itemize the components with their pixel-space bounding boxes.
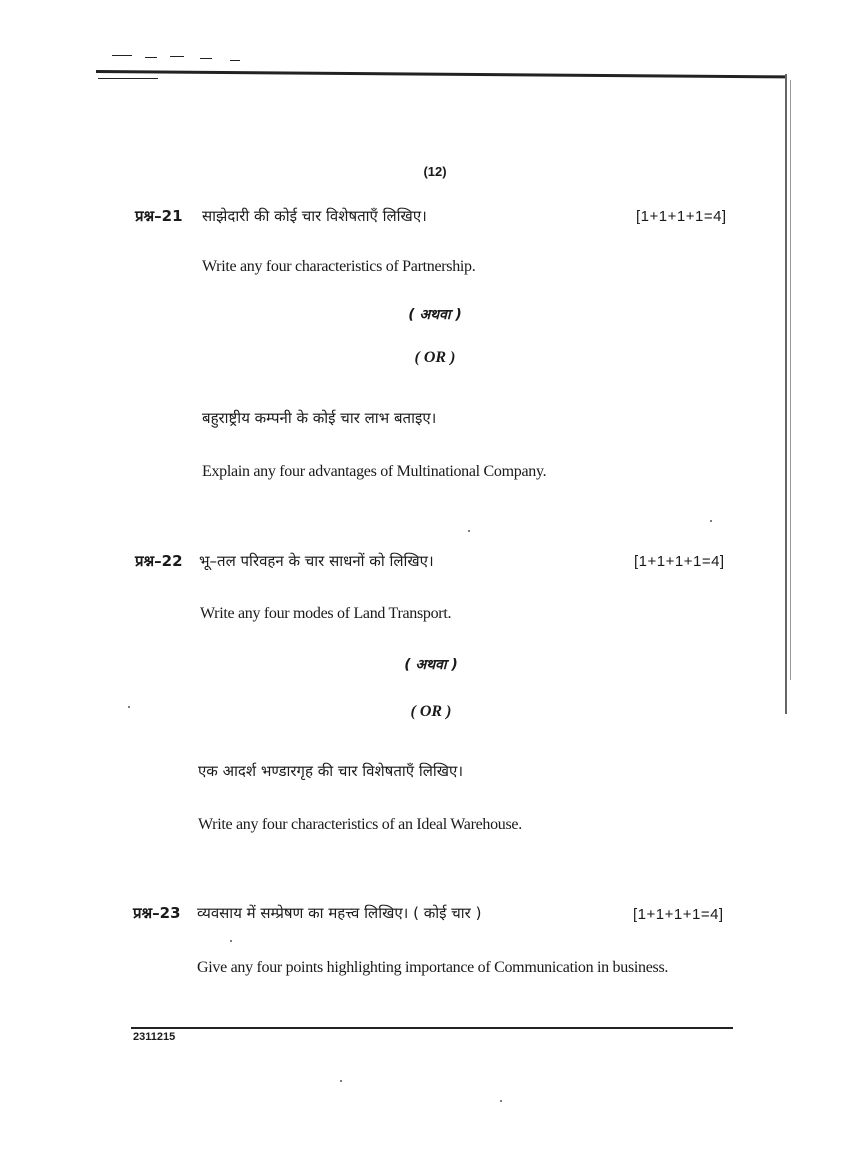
question-text-hindi: व्यवसाय में सम्प्रेषण का महत्त्व लिखिए। ( कोई चार ) xyxy=(197,904,482,922)
question-label: प्रश्न–23 xyxy=(133,904,181,922)
question-label: प्रश्न–22 xyxy=(135,552,183,570)
footer-code: 2311215 xyxy=(133,1031,176,1043)
question-text-hindi: साझेदारी की कोई चार विशेषताएँ लिखिए। xyxy=(202,207,427,225)
scan-top-dash xyxy=(98,78,158,79)
scan-speck xyxy=(340,1080,342,1082)
scan-top-dash xyxy=(112,55,132,56)
or-hindi: ( अथवा ) xyxy=(408,307,462,323)
scan-top-dash xyxy=(145,57,157,58)
alternate-question-english: Write any four characteristics of an Ideal Warehouse. xyxy=(198,816,522,833)
marks: [1+1+1+1=4] xyxy=(636,208,727,225)
question-text-hindi: भू–तल परिवहन के चार साधनों को लिखिए। xyxy=(199,552,434,570)
alternate-question-hindi: बहुराष्ट्रीय कम्पनी के कोई चार लाभ बताइए। xyxy=(202,409,437,427)
or-hindi: ( अथवा ) xyxy=(404,657,458,673)
scan-speck xyxy=(468,530,470,532)
scan-speck xyxy=(230,940,232,942)
or-english: ( OR ) xyxy=(410,703,452,720)
question-text-english: Give any four points highlighting importance of Communication in business. xyxy=(197,959,669,976)
question-label: प्रश्न–21 xyxy=(135,207,183,225)
footer-rule xyxy=(131,1027,733,1029)
scan-top-dash xyxy=(200,58,212,59)
scan-top-dash xyxy=(170,56,184,57)
alternate-question-english: Explain any four advantages of Multinational Company. xyxy=(202,463,547,480)
marks: [1+1+1+1=4] xyxy=(634,553,725,570)
scan-speck xyxy=(128,706,130,708)
scan-speck xyxy=(500,1100,502,1102)
scan-top-rule xyxy=(96,70,786,78)
question-text-english: Write any four characteristics of Partnership. xyxy=(202,258,476,275)
marks: [1+1+1+1=4] xyxy=(633,906,724,923)
alternate-question-hindi: एक आदर्श भण्डारगृह की चार विशेषताएँ लिखिए। xyxy=(198,762,464,780)
page-number: (12) xyxy=(423,164,447,179)
scan-top-dash xyxy=(230,60,240,61)
question-text-english: Write any four modes of Land Transport. xyxy=(200,605,452,622)
or-english: ( OR ) xyxy=(414,349,456,366)
scan-speck xyxy=(710,520,712,522)
